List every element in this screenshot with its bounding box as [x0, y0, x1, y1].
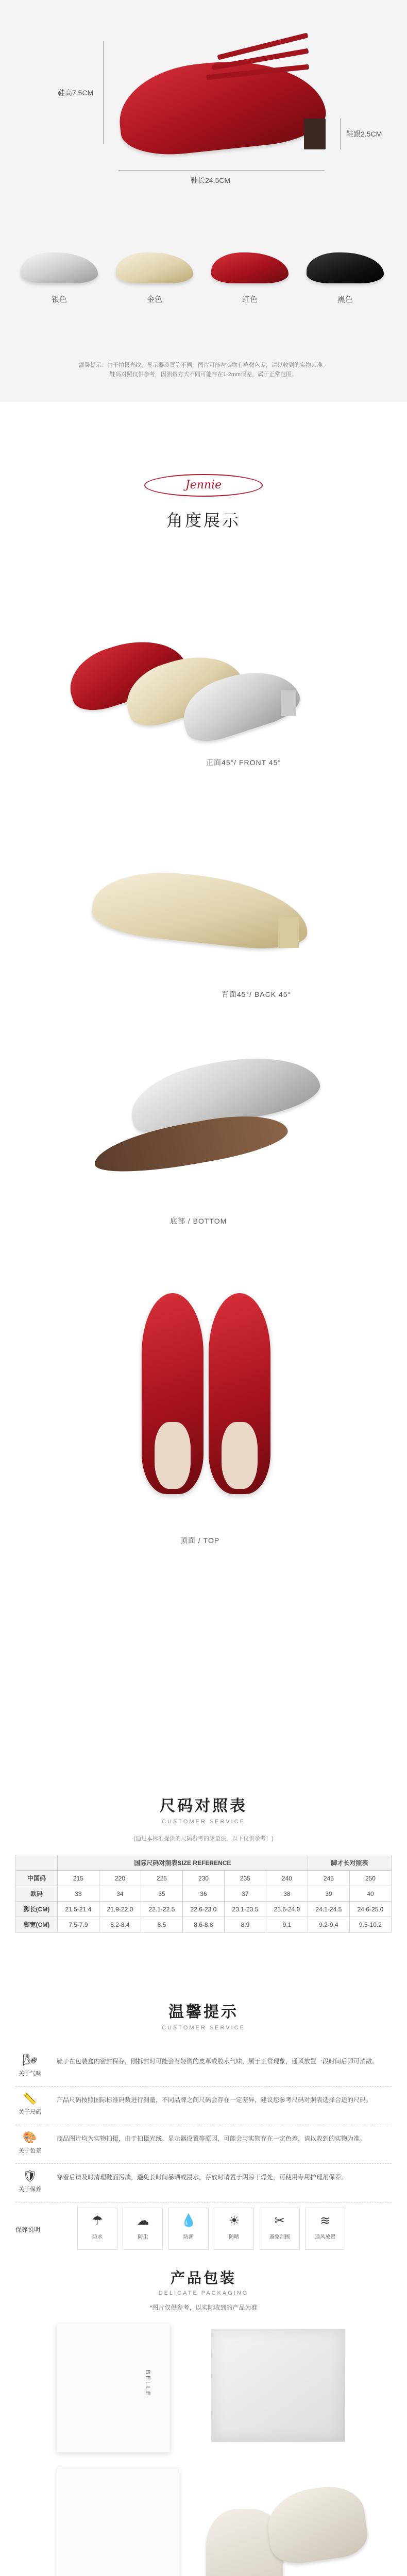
- upper-height-label: 鞋高7.5CM: [58, 89, 94, 97]
- table-cell: 7.5-7.9: [57, 1917, 99, 1933]
- care-icon-label: 防尘: [138, 2234, 148, 2240]
- packaging-section: [0, 2251, 407, 2576]
- color-swatch-list: [15, 242, 392, 314]
- tip-text: 商品图片均为实物拍摄，由于拍摄光线、显示器设置等原因，可能会与实物存在一定色差，请以收到的实物为准。: [57, 2135, 366, 2142]
- front-caption: 正面45°/ FRONT 45°: [206, 758, 281, 767]
- tip-label: 关于保养: [19, 2187, 41, 2193]
- color-swatch-red[interactable]: [206, 242, 294, 309]
- upper-height-line: [103, 41, 104, 144]
- jennie-badge: [144, 474, 263, 497]
- table-cell: 220: [99, 1871, 141, 1886]
- table-cell: 34: [99, 1886, 141, 1902]
- heel-height-label: 鞋跟2.5CM: [346, 130, 382, 138]
- care-row: [15, 2208, 392, 2254]
- table-cell: 23.6-24.0: [266, 1902, 308, 1917]
- size-group-right: 脚才长对照表: [308, 1855, 391, 1871]
- tip-icon-block: [15, 2054, 44, 2077]
- tip-item: [15, 2050, 392, 2087]
- table-cell: 215: [57, 1871, 99, 1886]
- table-cell: 24.6-25.0: [349, 1902, 391, 1917]
- hero-shoe-heel: [304, 118, 326, 149]
- table-cell: 21.5-21.4: [57, 1902, 99, 1917]
- table-cell: 240: [266, 1871, 308, 1886]
- table-row: [16, 1917, 392, 1933]
- table-cell: 21.9-22.0: [99, 1902, 141, 1917]
- swatch-shoe-image: [307, 252, 384, 283]
- care-icon-label: 通风放置: [315, 2234, 336, 2240]
- care-icon-label: 防晒: [229, 2234, 240, 2240]
- front-shoe-heel: [281, 690, 296, 716]
- smell-icon: 🌬: [23, 2054, 37, 2066]
- waterproof-icon: ☂: [92, 2214, 103, 2228]
- table-cell: 38: [266, 1886, 308, 1902]
- table-row: [16, 1871, 392, 1886]
- swatch-shoe-image: [21, 252, 98, 283]
- top-shoe-inner: [222, 1422, 258, 1489]
- open-box-image: [211, 2329, 345, 2442]
- color-label: 红色: [242, 295, 258, 304]
- angle-section: [0, 402, 407, 1762]
- wind-icon: ≋: [320, 2214, 331, 2228]
- back-shoe-heel: [278, 917, 299, 948]
- care-icon-item: [168, 2208, 209, 2250]
- tip-icon-block: [15, 2092, 44, 2116]
- packaging-note: *图片仅供参考，以实际收到的产品为准: [149, 2304, 258, 2311]
- tip-item: [15, 2128, 392, 2164]
- ruler-icon: 📏: [23, 2092, 37, 2105]
- tip-item: [15, 2089, 392, 2125]
- tip-label: 关于气味: [19, 2071, 41, 2077]
- table-cell: 8.6-8.8: [182, 1917, 224, 1933]
- table-cell: 235: [224, 1871, 266, 1886]
- table-cell: 8.9: [224, 1917, 266, 1933]
- tips-title: 温馨提示: [168, 2004, 239, 2021]
- table-cell: 35: [141, 1886, 182, 1902]
- tip-icon-block: [15, 2131, 44, 2155]
- care-label: 保养说明: [15, 2226, 41, 2233]
- color-label: 金色: [146, 295, 162, 304]
- top-caption: 顶面 / TOP: [180, 1536, 220, 1545]
- row-label: 欧码: [16, 1886, 58, 1902]
- length-label: 鞋长24.5CM: [191, 176, 231, 184]
- table-row: [16, 1886, 392, 1902]
- table-cell: 22.6-23.0: [182, 1902, 224, 1917]
- tip-text: 穿着后请及时清理鞋面污渍，避免长时间暴晒或浸水，存放时请置于阴凉干燥处，可使用专用护理剂保养。: [57, 2174, 348, 2181]
- table-cell: 22.1-22.5: [141, 1902, 182, 1917]
- table-row: [16, 1902, 392, 1917]
- tip-icon-block: [15, 2170, 44, 2193]
- tip-text: 产品尺码按照国际标准码数进行测量，不同品牌之间尺码会存在一定差异，建议您参考尺码对照表选择合适的尺码。: [57, 2096, 372, 2104]
- disclaimer-line: 鞋码对照仅供参考，因测量方式不同可能存在1-2mm误差，属于正常范围。: [109, 371, 298, 378]
- packaging-title: 产品包装: [170, 2270, 236, 2286]
- swatch-shoe-image: [116, 252, 193, 283]
- care-icon-item: [77, 2208, 117, 2250]
- table-cell: 250: [349, 1871, 391, 1886]
- tips-subtitle: CUSTOMER SERVICE: [162, 2025, 245, 2031]
- care-icon-item: [214, 2208, 254, 2250]
- color-swatch-silver[interactable]: [15, 242, 103, 309]
- table-cell: 8.2-8.4: [99, 1917, 141, 1933]
- table-cell: 37: [224, 1886, 266, 1902]
- size-subtitle: CUSTOMER SERVICE: [162, 1819, 245, 1825]
- table-cell: 33: [57, 1886, 99, 1902]
- back-caption: 背面45°/ BACK 45°: [222, 990, 292, 998]
- top-shoe-inner: [155, 1422, 191, 1489]
- shoe-box-image: [57, 2324, 170, 2452]
- color-swatch-black[interactable]: [301, 242, 389, 309]
- table-cell: 24.1-24.5: [308, 1902, 349, 1917]
- dust-bag-image: [57, 2468, 180, 2576]
- color-swatch-gold[interactable]: [111, 242, 198, 309]
- size-group-left: 国际尺码对照表SIZE REFERENCE: [57, 1855, 308, 1871]
- jennie-badge-text: Jennie: [185, 479, 222, 492]
- table-cell: 245: [308, 1871, 349, 1886]
- table-cell: [16, 1855, 58, 1871]
- color-label: 银色: [51, 295, 67, 304]
- disclaimer-line: 温馨提示：由于拍摄光线、显示器设置等不同，图片可能与实物有略微色差，请以收到的实物为准。: [79, 362, 328, 368]
- scratch-icon: ✂: [274, 2214, 285, 2228]
- disclaimer: [41, 361, 366, 379]
- color-label: 黑色: [337, 295, 353, 304]
- row-label: 脚长(CM): [16, 1902, 58, 1917]
- care-icon-label: 避免刮擦: [269, 2234, 290, 2240]
- shield-icon: 🛡: [23, 2170, 37, 2182]
- care-icon-item: [123, 2208, 163, 2250]
- bottom-caption: 底部 / BOTTOM: [170, 1217, 227, 1225]
- care-icon-list: [77, 2208, 348, 2250]
- packaging-subtitle: DELICATE PACKAGING: [158, 2290, 249, 2296]
- table-cell: 9.1: [266, 1917, 308, 1933]
- table-cell: 36: [182, 1886, 224, 1902]
- swatch-shoe-image: [211, 252, 289, 283]
- dustproof-icon: ☁: [137, 2214, 149, 2228]
- hero-section: [0, 0, 407, 402]
- box-brand: BELLE: [144, 2370, 151, 2397]
- care-icon-label: 防水: [92, 2234, 103, 2240]
- table-cell: 8.5: [141, 1917, 182, 1933]
- size-section: [0, 1762, 407, 1978]
- sun-icon: ☀: [228, 2214, 240, 2228]
- length-line: [118, 170, 325, 171]
- table-cell: 9.2-9.4: [308, 1917, 349, 1933]
- table-cell: 230: [182, 1871, 224, 1886]
- care-icon-label: 防潮: [183, 2234, 194, 2240]
- size-title: 尺码对照表: [160, 1798, 247, 1815]
- size-table: [15, 1855, 392, 1933]
- tip-label: 关于色差: [19, 2148, 41, 2154]
- tip-label: 关于尺码: [19, 2109, 41, 2115]
- tip-item: [15, 2166, 392, 2202]
- care-icon-item: [305, 2208, 345, 2250]
- table-cell: 225: [141, 1871, 182, 1886]
- palette-icon: 🎨: [23, 2131, 37, 2144]
- moisture-icon: 💧: [180, 2214, 196, 2228]
- care-icon-item: [260, 2208, 300, 2250]
- angle-title: 角度展示: [166, 511, 241, 530]
- table-cell: 23.1-23.5: [224, 1902, 266, 1917]
- table-cell: 40: [349, 1886, 391, 1902]
- row-label: 脚宽(CM): [16, 1917, 58, 1933]
- table-row: [16, 1855, 392, 1871]
- heel-height-line: [340, 118, 341, 149]
- tip-text: 鞋子在包装盒内密封保存，刚拆封时可能会有轻微的皮革或胶水气味，属于正常现象，通风放置一段时间后即可消散。: [57, 2058, 379, 2065]
- table-cell: 9.5-10.2: [349, 1917, 391, 1933]
- table-cell: 39: [308, 1886, 349, 1902]
- size-note: (通过本标准提供的尺码参考的测量法，以下仅供参考！): [133, 1836, 274, 1842]
- tips-section: [0, 1978, 407, 2251]
- sneaker-image: [263, 2482, 370, 2567]
- row-label: 中国码: [16, 1871, 58, 1886]
